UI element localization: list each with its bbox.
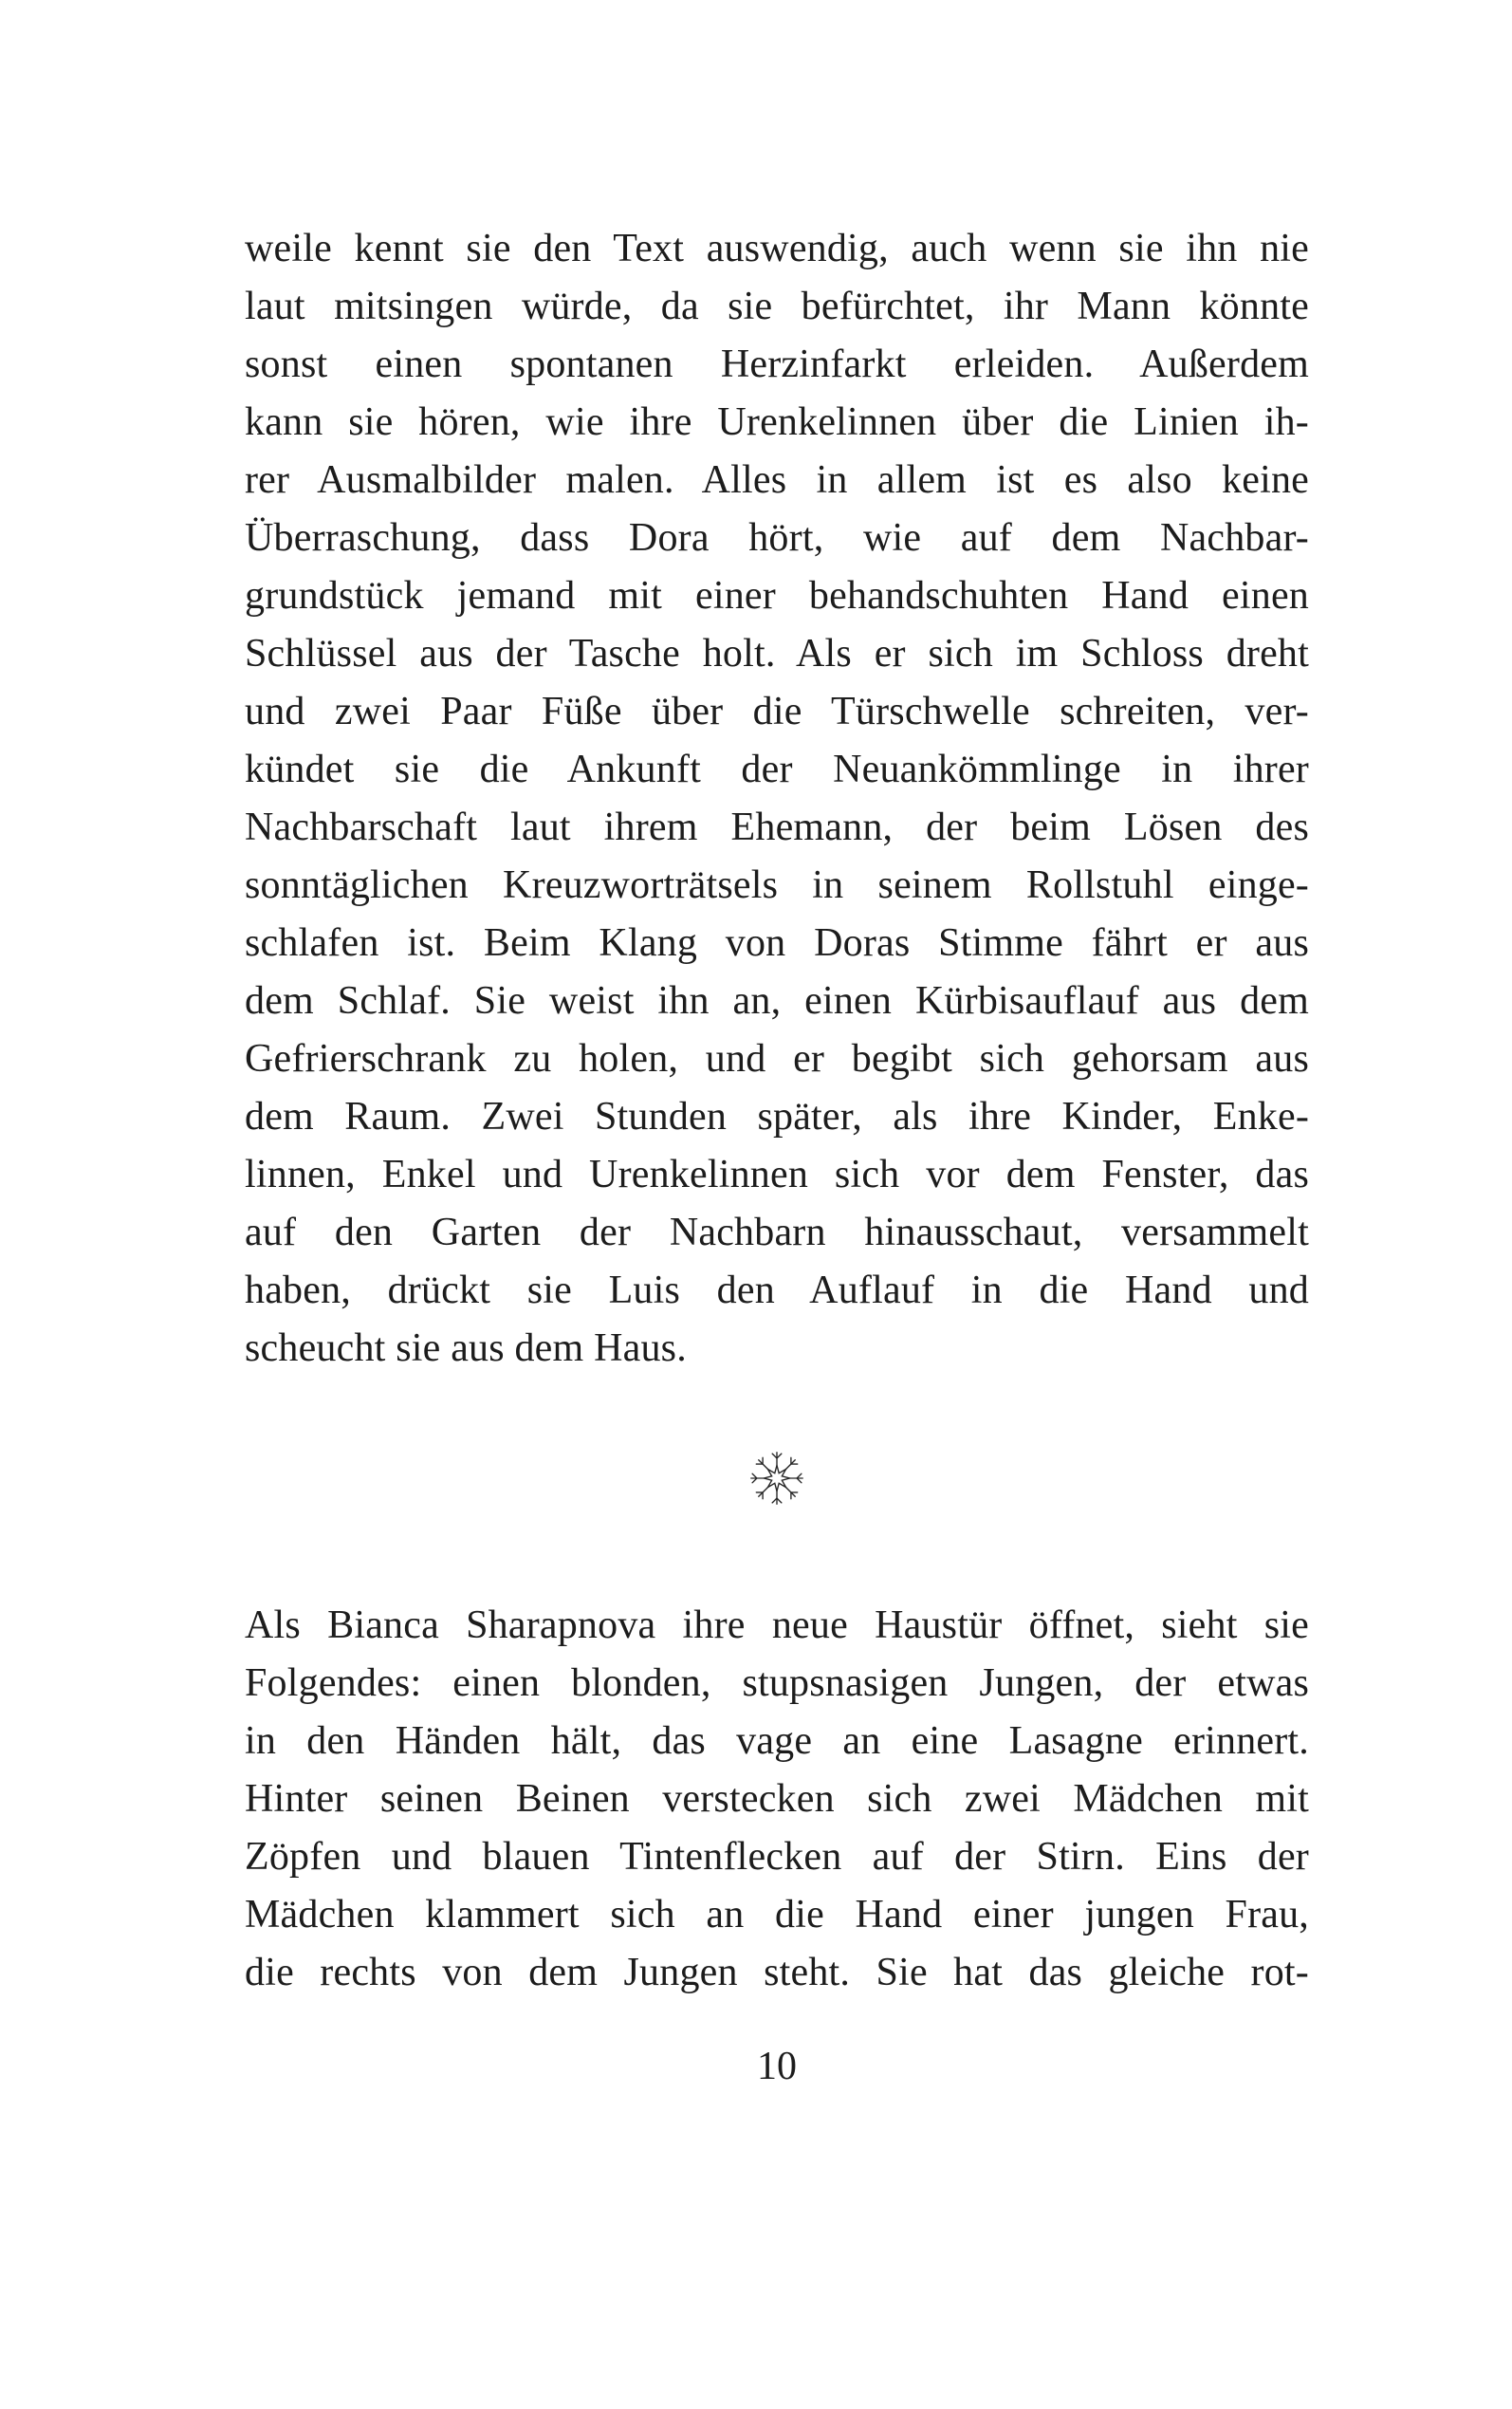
text-line: kündet sie die Ankunft der Neuankömmlinge in ihrer [245,748,1309,791]
text-line: haben, drückt sie Luis den Auflauf in die Hand und [245,1269,1309,1312]
text-line: linnen, Enkel und Urenkelinnen sich vor dem Fenster, das [245,1153,1309,1196]
text-line: laut mitsingen würde, da sie befürchtet, ihr Mann könnte [245,285,1309,328]
text-line: dem Schlaf. Sie weist ihn an, einen Kürbisauflauf aus dem [245,979,1309,1023]
text-line: Schlüssel aus der Tasche holt. Als er sich im Schloss dreht [245,632,1309,676]
page-number: 10 [757,2045,797,2088]
text-line: Überraschung, dass Dora hört, wie auf dem Nachbar- [245,516,1309,560]
snowflake-icon [745,1446,809,1510]
text-line: Gefrierschrank zu holen, und er begibt sich gehorsam aus [245,1037,1309,1081]
text-line: und zwei Paar Füße über die Türschwelle schreiten, ver- [245,690,1309,733]
text-line: kann sie hören, wie ihre Urenkelinnen über die Linien ih- [245,400,1309,444]
text-line: dem Raum. Zwei Stunden später, als ihre Kinder, Enke- [245,1095,1309,1139]
paragraph-new-scene [245,1597,1309,2002]
text-line: Zöpfen und blauen Tintenflecken auf der Stirn. Eins der [245,1835,1309,1879]
text-line: die rechts von dem Jungen steht. Sie hat das gleiche rot- [245,1951,1309,1994]
paragraph-continuation [245,220,1309,1378]
text-line: sonntäglichen Kreuzworträtsels in seinem Rollstuhl einge- [245,863,1309,907]
section-divider [245,1444,1309,1512]
text-line: weile kennt sie den Text auswendig, auch wenn sie ihn nie [245,227,1309,270]
text-line: Als Bianca Sharapnova ihre neue Haustür öffnet, sieht sie [245,1603,1309,1647]
text-line: Folgendes: einen blonden, stupsnasigen Jungen, der etwas [245,1661,1309,1705]
text-line: scheucht sie aus dem Haus. [245,1326,687,1370]
text-line: schlafen ist. Beim Klang von Doras Stimme fährt er aus [245,921,1309,965]
text-line: Hinter seinen Beinen verstecken sich zwei Mädchen mit [245,1777,1309,1821]
text-line: rer Ausmalbilder malen. Alles in allem ist es also keine [245,458,1309,502]
text-line: auf den Garten der Nachbarn hinausschaut, versammelt [245,1211,1309,1254]
text-line: grundstück jemand mit einer behandschuhten Hand einen [245,574,1309,618]
text-line: in den Händen hält, das vage an eine Lasagne erinnert. [245,1719,1309,1763]
text-line: sonst einen spontanen Herzinfarkt erleiden. Außerdem [245,343,1309,386]
text-line: Nachbarschaft laut ihrem Ehemann, der beim Lösen des [245,806,1309,849]
text-line: Mädchen klammert sich an die Hand einer jungen Frau, [245,1893,1309,1936]
